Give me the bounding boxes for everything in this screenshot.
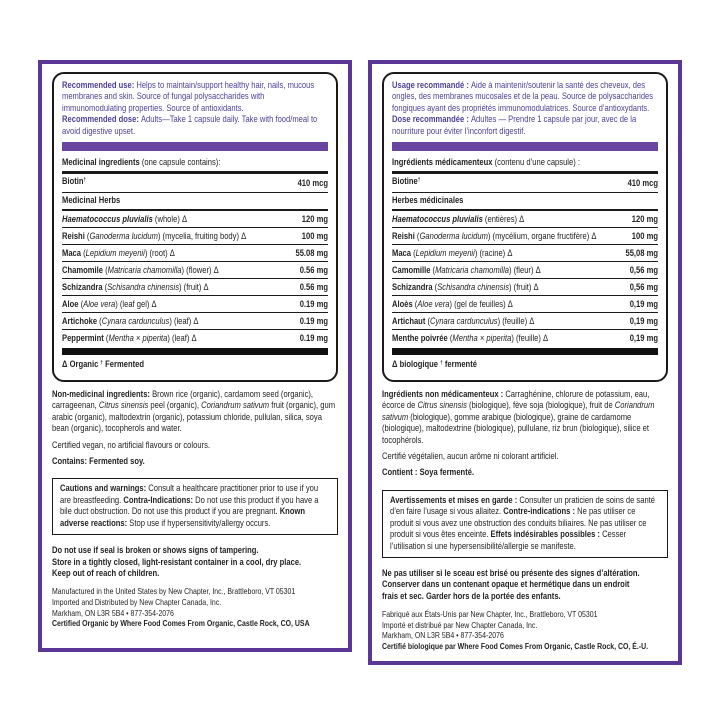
organic-fermented-legend-en: Δ Organic † Fermented (62, 359, 145, 371)
ingredient-row (392, 262, 658, 278)
cautions-text-en: Cautions and warnings: Consult a healthcare practitioner prior to use if you are breastfeeding. Contra-Indications: Do not use this product if you have a bile duct obstruction. Do not use this product if you are pregnant. Known adverse reactions: Stop use if hypersensitivity/allergy occurs. (60, 483, 319, 529)
ingredient-amount: 55,08 mg (625, 247, 658, 259)
ingredient-row (392, 279, 658, 295)
text-line: Fabriqué aux États-Unis par New Chapter, Inc., Brattleboro, VT 05301 (382, 609, 598, 620)
ingredient-amount: 410 mcg (297, 178, 328, 190)
text-line: Imported and Distributed by New Chapter Canada, Inc. (52, 596, 222, 607)
ingredient-row (62, 174, 328, 192)
ingredient-row (392, 193, 658, 209)
cautions-box-en (52, 478, 338, 535)
ingredient-name: Biotin† (62, 176, 87, 188)
ingredient-amount: 120 mg (301, 213, 328, 225)
recommended-use-section-fr (392, 80, 658, 137)
ingredient-name: Aloe (Aloe vera) (leaf gel) Δ (62, 298, 157, 310)
non-medicinal-text-fr: Ingrédients non médicamenteux : Carraghénine, chlorure de potassium, eau, écorce de Citrus sinensis (biologique), fève soja (biologique), fruit de Coriandrum sativum (biologique), gomme arabique (biologique), graine de cardamome (biologique), maltodextrine (biologique), pullulane, riz brun (biologique), silice et tocophérols. (382, 389, 655, 446)
ingredient-row (62, 193, 328, 209)
ingredients-panel-box-en (52, 72, 338, 382)
purple-separator-bar-fr (392, 142, 658, 151)
ingredient-amount: 0.19 mg (299, 298, 328, 310)
ingredient-row (392, 245, 658, 261)
ingredient-row (62, 262, 328, 278)
table-end-bar-fr (392, 348, 658, 355)
ingredient-row (62, 228, 328, 244)
ingredient-amount: 100 mg (301, 230, 328, 242)
recommended-dose-text-fr: Dose recommandée : Adultes — Prendre 1 capsule par jour, avec de la nourriture pour éviter l’inconfort digestif. (392, 114, 637, 137)
text-line: Keep out of reach of children. (52, 567, 160, 579)
ingredient-row (392, 313, 658, 329)
recommended-use-text-fr: Usage recommandé : Aide à maintenir/soutenir la santé des cheveux, des ongles, des membranes mucosales et de la peau. Source de polysaccharides fongiques ayant des propriétés immunomodulatrices. Source d’antioxydants. (392, 80, 654, 114)
ingredient-name: Camomille (Matricaria chamomilla) (fleur) Δ (392, 264, 541, 276)
ingredient-row (392, 211, 658, 227)
cautions-text-fr: Avertissements et mises en garde : Consulter un praticien de soins de santé d’en faire l’usage si vous allaitez. Contre-indications : Ne pas utiliser ce produit si vous avez une obstruction des conduits biliaires. Ne pas utiliser ce produit si vous êtes enceinte. Effets indésirables possibles : Cesser l’utilisation si une hypersensibilité/allergie se manifeste. (390, 494, 656, 552)
storage-text-en (52, 545, 338, 579)
vegan-text-en: Certified vegan, no artificial flavours or colours. (52, 439, 210, 451)
ingredient-name: Artichaut (Cynara cardunculus) (feuille) Δ (392, 315, 535, 327)
storage-text-fr (382, 568, 668, 602)
contains-text-fr: Contient : Soya fermenté. (382, 467, 475, 479)
text-line: Ne pas utiliser si le sceau est brisé ou présente des signes d’altération. (382, 567, 640, 579)
ingredient-name: Schizandra (Schisandra chinensis) (fruit) Δ (62, 281, 209, 293)
text-line: Manufactured in the United States by New Chapter, Inc., Brattleboro, VT 05301 (52, 586, 296, 597)
ingredient-amount: 0,19 mg (629, 315, 658, 327)
cautions-box-fr (382, 490, 668, 558)
label-panel-english (38, 60, 352, 652)
ingredient-table-fr (392, 171, 658, 346)
vegan-text-fr: Certifié végétalien, aucun arôme ni colorant artificiel. (382, 451, 559, 463)
ingredient-row (62, 296, 328, 312)
non-medicinal-text-en: Non-medicinal ingredients: Brown rice (organic), cardamom seed (organic), carrageenan, Citrus sinensis peel (organic), Coriandrum sativum fruit (organic), gum arabic (organic), maltodextrin (organic), potassium chloride, pullulan, silica, soya bean (organic), tocopherols and water. (52, 389, 336, 435)
text-line: frais et sec. Garder hors de la portée des enfants. (382, 590, 561, 602)
ingredient-name: Schizandra (Schisandra chinensis) (fruit) Δ (392, 281, 539, 293)
table-end-bar-en (62, 348, 328, 355)
ingredient-name: Menthe poivrée (Mentha × piperita) (feuille) Δ (392, 332, 549, 344)
manufacturer-text-en (52, 586, 338, 628)
ingredient-name: Biotine† (392, 176, 421, 188)
ingredient-name: Haematococcus pluvialis (entières) Δ (392, 213, 525, 225)
ingredient-table-en (62, 171, 328, 346)
ingredient-name: Chamomile (Matricaria chamomilla) (flower) Δ (62, 264, 219, 276)
text-line: Store in a tightly closed, light-resistant container in a cool, dry place. (52, 556, 302, 568)
text-line: Importé et distribué par New Chapter Canada, Inc. (382, 619, 538, 630)
recommended-dose-text-en: Recommended dose: Adults—Take 1 capsule daily. Take with food/meal to avoid digestive upset. (62, 114, 318, 137)
ingredient-row (62, 330, 328, 346)
ingredient-name: Haematococcus pluvialis (whole) Δ (62, 213, 188, 225)
text-line: Markham, ON L3R 5B4 • 877-354-2076 (382, 630, 504, 641)
ingredient-amount: 0,19 mg (629, 332, 658, 344)
ingredient-name: Artichoke (Cynara cardunculus) (leaf) Δ (62, 315, 199, 327)
text-line: Markham, ON L3R 5B4 • 877-354-2076 (52, 607, 174, 618)
text-line: Certifié biologique par Where Food Comes From Organic, Castle Rock, CO, É.-U. (382, 640, 649, 651)
ingredient-name: Medicinal Herbs (62, 195, 121, 207)
ingredient-amount: 100 mg (631, 230, 658, 242)
ingredient-amount: 0,19 mg (629, 298, 658, 310)
ingredient-amount: 0,56 mg (629, 281, 658, 293)
organic-fermented-legend-fr: Δ biologique † fermenté (392, 359, 477, 371)
ingredients-panel-box-fr (382, 72, 668, 382)
text-line: Do not use if seal is broken or shows signs of tampering. (52, 545, 259, 557)
ingredient-name: Aloès (Aloe vera) (gel de feuilles) Δ (392, 298, 513, 310)
ingredient-row (392, 228, 658, 244)
ingredient-name: Reishi (Ganoderma lucidum) (mycélium, organe fructifère) Δ (392, 230, 597, 242)
ingredient-name: Herbes médicinales (392, 195, 464, 207)
ingredient-amount: 0,56 mg (629, 264, 658, 276)
medicinal-ingredients-header-en: Medicinal ingredients (one capsule contains): (62, 157, 221, 169)
ingredient-amount: 0.56 mg (299, 281, 328, 293)
contains-text-en: Contains: Fermented soy. (52, 456, 145, 468)
ingredient-amount: 0.56 mg (299, 264, 328, 276)
ingredient-row (392, 174, 658, 192)
ingredient-row (62, 245, 328, 261)
recommended-use-section-en (62, 80, 328, 137)
ingredient-amount: 410 mcg (627, 178, 658, 190)
ingredient-amount: 0.19 mg (299, 332, 328, 344)
ingredient-name: Maca (Lepidium meyenii) (root) Δ (62, 247, 175, 259)
label-panel-french (368, 60, 682, 665)
ingredient-amount: 120 mg (631, 213, 658, 225)
text-line: Conserver dans un contenant opaque et hermétique dans un endroit (382, 579, 630, 591)
text-line: Certified Organic by Where Food Comes From Organic, Castle Rock, CO, USA (52, 618, 310, 629)
purple-separator-bar-en (62, 142, 328, 151)
manufacturer-text-fr (382, 609, 668, 651)
recommended-use-text-en: Recommended use: Helps to maintain/support healthy hair, nails, mucous membranes and skin. Source of fungal polysaccharides with immunomodulating properties. Source of antioxidants. (62, 80, 315, 114)
ingredient-row (392, 330, 658, 346)
ingredient-row (392, 296, 658, 312)
ingredient-row (62, 279, 328, 295)
ingredient-row (62, 313, 328, 329)
ingredient-name: Maca (Lepidium meyenii) (racine) Δ (392, 247, 513, 259)
ingredient-name: Reishi (Ganoderma lucidum) (mycelia, fruiting body) Δ (62, 230, 247, 242)
medicinal-ingredients-header-fr: Ingrédients médicamenteux (contenu d’une capsule) : (392, 157, 580, 169)
ingredient-row (62, 211, 328, 227)
ingredient-amount: 55.08 mg (295, 247, 328, 259)
ingredient-amount: 0.19 mg (299, 315, 328, 327)
ingredient-name: Peppermint (Mentha × piperita) (leaf) Δ (62, 332, 197, 344)
